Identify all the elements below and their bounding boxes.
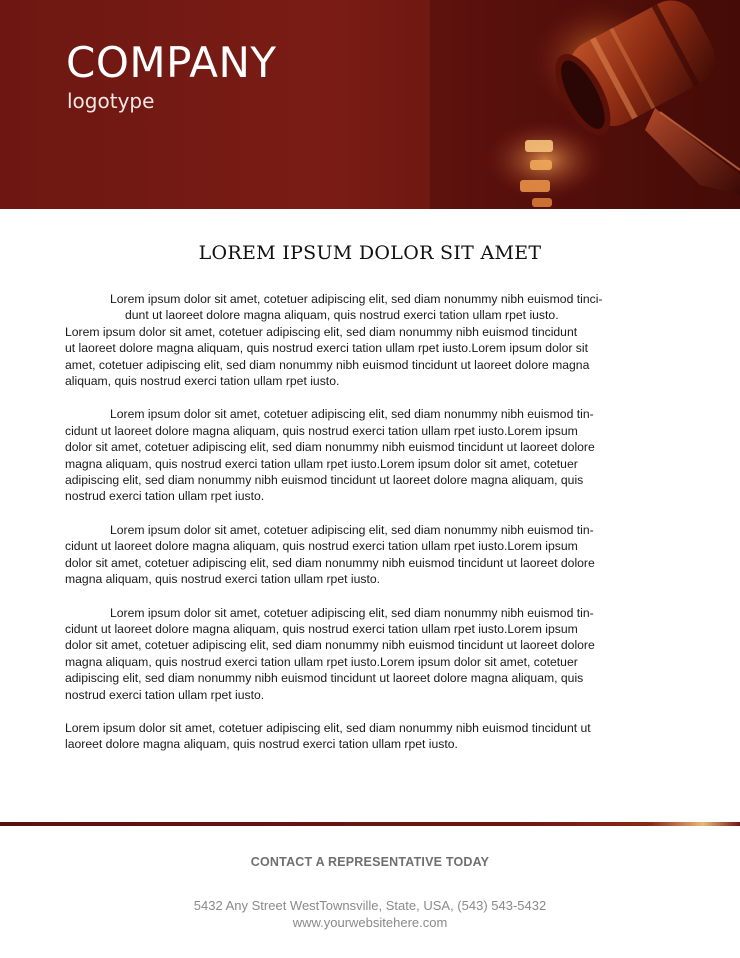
text-line: Lorem ipsum dolor sit amet, cotetuer adipiscing elit, sed diam nonummy nibh euismod tin- [110, 407, 594, 422]
website-link[interactable]: www.yourwebsitehere.com [292, 915, 448, 930]
text-line: nostrud exerci tation ullam rpet iusto. [65, 489, 265, 504]
text-line: Lorem ipsum dolor sit amet, cotetuer adipiscing elit, sed diam nonummy nibh euismod tin- [110, 522, 594, 537]
text-line: magna aliquam, quis nostrud exerci tation ullam rpet iusto.Lorem ipsum dolor sit amet, cotetuer [65, 456, 578, 471]
company-tagline: logotype [67, 89, 155, 113]
text-line: magna aliquam, quis nostrud exerci tation ullam rpet iusto. [65, 572, 381, 587]
text-line: Lorem ipsum dolor sit amet, cotetuer adipiscing elit, sed diam nonummy nibh euismod tincidunt [65, 324, 578, 339]
paragraph-2 [65, 406, 675, 504]
text-line: dolor sit amet, cotetuer adipiscing elit, sed diam nonummy nibh euismod tincidunt ut laoreet dolore [65, 555, 595, 570]
paragraph-3 [65, 522, 675, 588]
text-line: magna aliquam, quis nostrud exerci tation ullam rpet iusto.Lorem ipsum dolor sit amet, cotetuer [65, 654, 578, 669]
company-name: COMPANY [66, 38, 277, 87]
paragraph-4 [65, 605, 675, 703]
text-line: adipiscing elit, sed diam nonummy nibh euismod tincidunt ut laoreet dolore magna aliquam, quis [65, 671, 584, 686]
contact-address: 5432 Any Street WestTownsville, State, USA, (543) 543-5432 [193, 898, 547, 913]
text-line: adipiscing elit, sed diam nonummy nibh euismod tincidunt ut laoreet dolore magna aliquam, quis [65, 473, 584, 488]
text-line: cidunt ut laoreet dolore magna aliquam, quis nostrud exerci tation ullam rpet iusto.Lorem ipsum [65, 621, 578, 636]
text-line: dolor sit amet, cotetuer adipiscing elit, sed diam nonummy nibh euismod tincidunt ut laoreet dolore [65, 440, 595, 455]
text-line: Lorem ipsum dolor sit amet, cotetuer adipiscing elit, sed diam nonummy nibh euismod tincidunt ut [65, 720, 591, 735]
text-line: cidunt ut laoreet dolore magna aliquam, quis nostrud exerci tation ullam rpet iusto.Lorem ipsum [65, 423, 578, 438]
text-line: ut laoreet dolore magna aliquam, quis nostrud exerci tation ullam rpet iusto.Lorem ipsum dolor sit [65, 341, 588, 356]
footer-divider [0, 822, 740, 826]
paragraph-1 [65, 291, 675, 389]
letterhead-banner [0, 0, 740, 209]
text-line: aliquam, quis nostrud exerci tation ullam rpet iusto. [65, 374, 340, 389]
document-title: LOREM IPSUM DOLOR SIT AMET [198, 242, 542, 264]
text-line: laoreet dolore magna aliquam, quis nostrud exerci tation ullam rpet iusto. [65, 737, 458, 752]
paragraph-5 [65, 720, 675, 753]
text-line: cidunt ut laoreet dolore magna aliquam, quis nostrud exerci tation ullam rpet iusto.Lorem ipsum [65, 539, 578, 554]
text-line: Lorem ipsum dolor sit amet, cotetuer adipiscing elit, sed diam nonummy nibh euismod tin- [110, 605, 594, 620]
document-body [65, 291, 675, 770]
text-line: dolor sit amet, cotetuer adipiscing elit, sed diam nonummy nibh euismod tincidunt ut laoreet dolore [65, 638, 595, 653]
text-line: dunt ut laoreet dolore magna aliquam, quis nostrud exerci tation ullam rpet iusto. [125, 308, 559, 323]
contact-heading: CONTACT A REPRESENTATIVE TODAY [250, 855, 490, 869]
text-line: amet, cotetuer adipiscing elit, sed diam nonummy nibh euismod tincidunt ut laoreet dolore magna [65, 357, 590, 372]
text-line: nostrud exerci tation ullam rpet iusto. [65, 687, 265, 702]
text-line: Lorem ipsum dolor sit amet, cotetuer adipiscing elit, sed diam nonummy nibh euismod tinci- [110, 292, 603, 306]
